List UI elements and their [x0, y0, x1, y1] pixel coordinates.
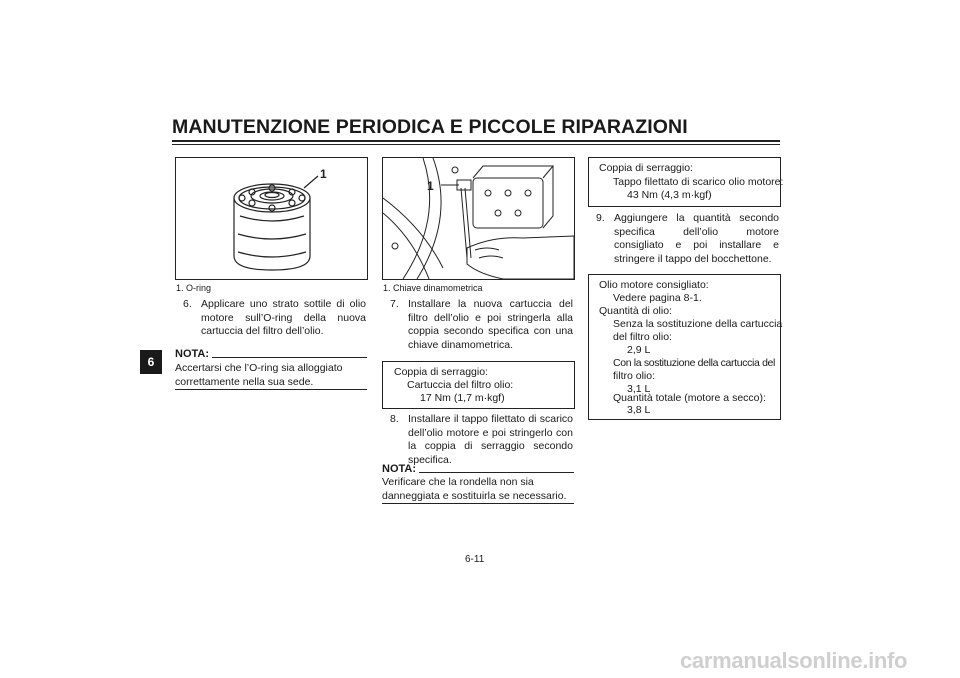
spec-value: 2,9 L	[627, 344, 651, 356]
spec-label: Coppia di serraggio:	[394, 366, 488, 378]
step-7-number: 7.	[390, 298, 399, 310]
step-6-number: 6.	[183, 298, 192, 310]
step-9-number: 9.	[596, 212, 605, 224]
spec-value: 17 Nm (1,7 m·kgf)	[420, 392, 505, 404]
step-8-text: Installare il tappo filettato di scarico dell’olio motore e poi stringerlo con la coppia di serraggio secondo specifica.	[408, 413, 573, 466]
spec-value: 3,8 L	[627, 404, 651, 416]
figure2-caption: 1. Chiave dinamometrica	[383, 283, 483, 293]
title-rule-thin	[172, 144, 780, 145]
nota-text: Accertarsi che l’O-ring sia alloggiato correttamente nella sua sede.	[175, 362, 343, 388]
spec-item: Tappo filettato di scarico olio motore:	[613, 176, 784, 188]
spec-value: 3,1 L	[627, 383, 651, 395]
step-9-text: Aggiungere la quantità secondo specifica dell’olio motore consigliato e poi installare e stringere il tappo del bocchettone.	[614, 212, 779, 265]
page-number: 6-11	[465, 554, 485, 565]
footer-watermark: carmanualsonline.info	[680, 648, 908, 673]
step-6-text: Applicare uno strato sottile di olio motore sull’O-ring della nuova cartuccia del filtro dell’olio.	[201, 298, 366, 337]
nota-rule	[212, 357, 367, 358]
nota-bottom-rule	[382, 503, 574, 504]
spec-line: Vedere pagina 8-1.	[613, 292, 702, 304]
chapter-tab: 6	[140, 350, 162, 374]
torque-spec-box-1	[382, 361, 575, 409]
step-8-number: 8.	[390, 413, 399, 425]
torque-wrench-illustration-icon	[383, 158, 574, 279]
nota-text: Verificare che la rondella non sia danneggiata e sostituirla se necessario.	[382, 476, 567, 502]
torque-spec-box-2	[588, 157, 784, 207]
nota-heading: NOTA:	[175, 348, 210, 360]
spec-line: Quantità totale (motore a secco):	[613, 392, 766, 404]
torque-wrench-figure	[382, 157, 575, 280]
figure1-caption: 1. O-ring	[176, 283, 212, 293]
spec-line: Con la sostituzione della cartuccia del	[613, 357, 776, 369]
spec-label: Coppia di serraggio:	[599, 162, 693, 174]
oil-filter-illustration-icon	[176, 158, 367, 279]
step-7-text: Installare la nuova cartuccia del filtro dell’olio e poi stringerla alla coppia secondo specifica con una chiave dinamometrica.	[408, 298, 573, 351]
oil-spec-box	[588, 274, 781, 420]
step-7	[390, 298, 573, 354]
figure2-callout: 1	[427, 179, 434, 193]
spec-line: Quantità di olio:	[599, 305, 672, 317]
figure1-callout: 1	[320, 167, 327, 181]
nota-rule	[419, 472, 574, 473]
step-9	[596, 212, 779, 268]
step-8	[390, 413, 573, 466]
spec-line: Olio motore consigliato:	[599, 279, 709, 291]
spec-line: del filtro olio:	[613, 331, 672, 343]
spec-line: Senza la sostituzione della cartuccia	[613, 318, 783, 330]
step-6	[183, 298, 366, 340]
page-title: MANUTENZIONE PERIODICA E PICCOLE RIPARAZIONI	[172, 116, 688, 138]
nota-bottom-rule	[175, 389, 367, 390]
nota-heading: NOTA:	[382, 463, 417, 475]
oil-filter-figure	[175, 157, 368, 280]
title-rule	[172, 140, 780, 142]
spec-line: filtro olio:	[613, 370, 656, 382]
spec-item: Cartuccia del filtro olio:	[407, 379, 514, 391]
spec-value: 43 Nm (4,3 m·kgf)	[627, 189, 712, 201]
